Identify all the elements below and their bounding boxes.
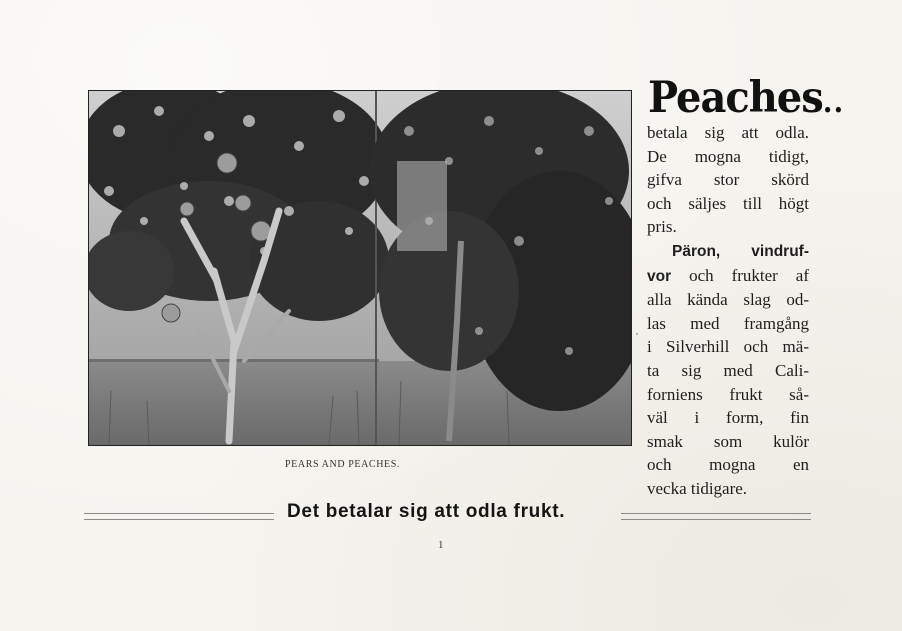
paragraph-peaches — [647, 121, 809, 239]
text-line: och säljes till högt — [647, 193, 809, 213]
text-fragment: och frukter af — [671, 265, 809, 285]
decorative-rule-left — [84, 513, 274, 520]
page-number: 1 — [438, 539, 444, 551]
text-line: i Silverhill och mä- — [647, 337, 809, 357]
text-line: vecka tidigare. — [647, 478, 748, 498]
text-line: och mogna en — [647, 455, 809, 475]
photo-caption: PEARS AND PEACHES. — [285, 459, 400, 470]
paragraph-pears-grapes — [647, 239, 809, 501]
decorative-rule-right — [621, 513, 811, 520]
paper-speck — [636, 333, 638, 335]
heading-title: Peaches — [648, 72, 823, 123]
text-line: pris. — [647, 217, 677, 237]
text-line: forniens frukt så- — [647, 384, 809, 404]
text-line: gifva stor skörd — [647, 170, 809, 190]
photo-image — [89, 91, 631, 445]
text-line: alla kända slag od- — [647, 290, 809, 310]
text-line: ta sig med Cali- — [647, 360, 809, 380]
text-line: las med framgång — [647, 313, 809, 333]
text-line: De mogna tidigt, — [647, 146, 809, 166]
text-line: väl i form, fin — [647, 408, 809, 428]
bold-term: Päron, vindruf- — [672, 242, 809, 260]
text-line — [647, 264, 809, 289]
orchard-photograph — [88, 90, 632, 446]
text-line: smak som kulör — [647, 431, 809, 451]
text-line: betala sig att odla. — [647, 123, 809, 142]
page-heading — [648, 72, 844, 123]
slogan: Det betalar sig att odla frukt. — [287, 501, 566, 522]
bold-term: vor — [647, 267, 672, 285]
body-text-column — [647, 121, 809, 501]
text-line — [647, 239, 809, 264]
heading-dots: .. — [822, 83, 845, 120]
